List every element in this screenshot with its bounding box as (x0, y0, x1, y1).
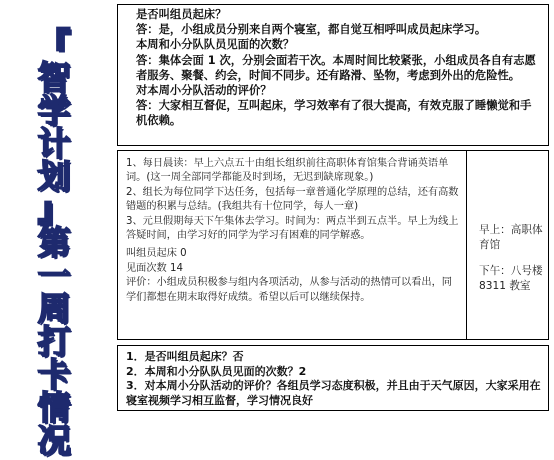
activity-item-morning-reading: 1、每日晨读：早上六点五十由组长组织前往高职体育馆集合背诵英语单词。(这一周全部同学都能及时到场，无迟到缺席现象。) (126, 158, 449, 184)
morning-location: 早上：高职体育馆 (479, 224, 543, 251)
title-char: 第 (37, 223, 71, 262)
answer-evaluation: 答：大家相互督促，互叫起床，学习效率有了很大提高，有效克服了睡懒觉和手机依赖。 (136, 99, 532, 128)
title-char: 智 (37, 58, 71, 97)
question-evaluation: 对本周小分队活动的评价？ (136, 84, 272, 98)
question-wake-up: 是否叫组员起床？ (136, 8, 227, 21)
title-char: 打 (37, 322, 71, 361)
answer-meetings: 答：集体会面 1 次，分别会面若干次。本周时间比较紧张，小组成员各自有志愿者服务、聚餐、约会，时间不同步。还有路滑、坠物，考虑到外出的危险性。 (136, 53, 536, 82)
title-char: 『 (37, 25, 71, 64)
title-char: 』 (37, 190, 71, 229)
summary-line-1: 1．是否叫组员起床？否 (126, 350, 244, 363)
title-char: 卡 (37, 355, 71, 394)
vertical-title (6, 25, 102, 460)
evaluation-text: 评价：小组成员积极参与组内各项活动，从参与活动的热情可以看出，同学们都想在期末取得好成绩。希望以后可以继续保持。 (126, 277, 452, 303)
answer-wake-up: 答：是，小组成员分别来自两个寝室，都自觉互相呼叫成员起床学习。 (136, 23, 487, 37)
summary-line-3: 3．对本周小分队活动的评价？各组员学习态度积极，并且由于天气原因，大家采用在寝室视频学习相互监督，学习情况良好 (126, 379, 541, 407)
activity-locations (466, 151, 548, 339)
activity-item-tasks: 2、组长为每位同学下达任务，包括每一章普通化学原理的总结，还有高数错题的积累与总结。(我组共有十位同学，每人一章) (126, 186, 459, 213)
activity-details (118, 151, 466, 339)
title-char: 周 (37, 289, 71, 328)
title-char: 划 (37, 157, 71, 196)
weekly-answers-box-2 (117, 345, 549, 411)
weekly-activities-box (117, 150, 549, 340)
meeting-count: 见面次数 14 (126, 262, 183, 274)
title-char: 况 (37, 421, 71, 460)
title-char: 计 (37, 124, 71, 163)
summary-line-2: 2．本周和小分队队员见面的次数？2 (126, 364, 307, 378)
weekly-answers-box-1 (117, 4, 549, 146)
title-char: 一 (37, 256, 71, 295)
afternoon-location: 下午：八号楼 8311 教室 (479, 265, 543, 292)
title-char: 情 (37, 388, 71, 427)
question-meetings: 本周和小分队队员见面的次数？ (136, 38, 295, 52)
activity-item-holiday-study: 3、元旦假期每天下午集体去学习。时间为：两点半到五点半。早上为线上答疑时间，由学习好的同学为学习有困难的同学解惑。 (126, 215, 459, 242)
wake-count: 叫组员起床 0 (126, 248, 187, 260)
title-char: 学 (37, 91, 71, 130)
